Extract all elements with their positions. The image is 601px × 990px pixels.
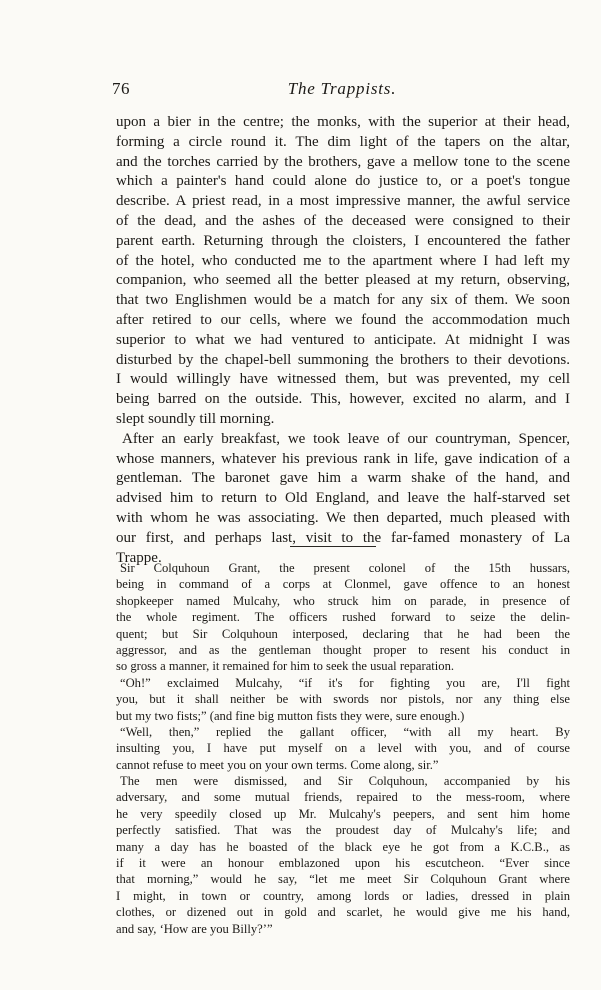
text-line: the whole regiment. The officers rushed forward to seize the delin- bbox=[116, 610, 570, 625]
page-header bbox=[112, 79, 572, 103]
text-line: The men were dismissed, and Sir Colquhoun, accompanied by his bbox=[120, 774, 570, 789]
text-line: upon a bier in the centre; the monks, with the superior at their head, bbox=[116, 114, 570, 130]
text-line: so gross a manner, it remained for him to seek the usual reparation. bbox=[116, 659, 455, 674]
text-line: I might, in town or country, among lords or ladies, dressed in plain bbox=[116, 888, 570, 903]
text-line: that two Englishmen would be a match for any six of them. We soon bbox=[116, 292, 570, 309]
section-divider bbox=[290, 546, 376, 547]
text-line: “Well, then,” replied the gallant officer, “with all my heart. By bbox=[120, 724, 570, 739]
text-line: disturbed by the chapel-bell summoning the brothers to their devotions. bbox=[116, 351, 570, 368]
text-line: After an early breakfast, we took leave of our countryman, Spencer, bbox=[122, 430, 570, 447]
text-line: he very speedily closed up Mr. Mulcahy's peepers, and sent him home bbox=[116, 806, 570, 821]
text-line: forming a circle round it. The dim light of the tapers on the altar, bbox=[116, 133, 570, 150]
text-line: whose manners, whatever his previous rank in life, gave indication of a bbox=[116, 450, 570, 467]
text-line: our first, and perhaps last, visit to the far-famed monastery of La bbox=[116, 529, 570, 546]
text-line: if it were an honour emblazoned upon his escutcheon. “Ever since bbox=[116, 856, 570, 871]
text-line: with whom he was associating. We then departed, much pleased with bbox=[116, 509, 570, 526]
text-line: gentleman. The baronet gave him a warm shake of the hand, and bbox=[116, 470, 570, 487]
running-title: The Trappists. bbox=[287, 79, 397, 98]
text-line: being barred on the outside. This, however, excited no alarm, and I bbox=[116, 391, 570, 408]
text-line: cannot refuse to meet you on your own terms. Come along, sir.” bbox=[116, 757, 439, 772]
text-line: which a painter's hand could alone do justice to, or a poet's tongue bbox=[116, 173, 570, 190]
main-text bbox=[116, 113, 570, 568]
text-line: insulting you, I have put myself on a level with you, and of course bbox=[116, 741, 570, 756]
page-number: 76 bbox=[112, 79, 130, 98]
text-line: being in command of a corps at Clonmel, gave offence to an honest bbox=[116, 577, 570, 592]
text-line: adversary, and some mutual friends, repaired to the mess-room, where bbox=[116, 790, 570, 805]
text-line: shopkeeper named Mulcahy, who struck him on parade, in presence of bbox=[116, 593, 570, 608]
text-line: I would willingly have witnessed them, but was prevented, my cell bbox=[116, 371, 570, 388]
text-line: quent; but Sir Colquhoun interposed, declaring that he had been the bbox=[116, 626, 570, 641]
text-line: Trappe. bbox=[116, 549, 162, 566]
text-line: advised him to return to Old England, and leave the half-starved set bbox=[116, 490, 570, 507]
text-line: but my two fists;” (and fine big mutton fists they were, sure enough.) bbox=[116, 708, 465, 723]
text-line: and say, ‘How are you Billy?’” bbox=[116, 921, 273, 936]
text-line: you, but it shall neither be with swords nor pistols, nor any thing else bbox=[116, 692, 570, 707]
text-line: describe. A priest read, in a most impressive manner, the awful service bbox=[116, 193, 570, 210]
text-line: superior to what we had ventured to anticipate. At midnight I was bbox=[116, 331, 570, 348]
text-line: perfectly satisfied. That was the proudest day of Mulcahy's life; and bbox=[116, 823, 570, 838]
text-line: Sir Colquhoun Grant, the present colonel of the 15th hussars, bbox=[120, 561, 570, 575]
text-line: aggressor, and as the gentleman thought proper to resent his conduct in bbox=[116, 642, 570, 657]
text-line: of the dead, and the ashes of the deceased were consigned to their bbox=[116, 212, 570, 229]
text-line: and the torches carried by the brothers, gave a mellow tone to the scene bbox=[116, 153, 570, 170]
text-line: that morning,” would he say, “let me meet Sir Colquhoun Grant where bbox=[116, 872, 570, 887]
text-line: of the hotel, who conducted me to the apartment where I had left my bbox=[116, 252, 570, 269]
text-line: after retired to our cells, where we found the accommodation much bbox=[116, 311, 570, 328]
text-line: clothes, or dizened out in gold and scarlet, he would give me his hand, bbox=[116, 905, 570, 920]
text-line: many a day has he boasted of the black eye he got from a K.C.B., as bbox=[116, 839, 570, 854]
anecdote-text bbox=[116, 560, 570, 937]
text-line: slept soundly till morning. bbox=[116, 410, 275, 427]
text-line: “Oh!” exclaimed Mulcahy, “if it's for fighting you are, I'll fight bbox=[120, 675, 570, 690]
text-line: companion, who seemed all the better pleased at my return, observing, bbox=[116, 272, 570, 289]
text-line: parent earth. Returning through the cloisters, I encountered the father bbox=[116, 232, 570, 249]
